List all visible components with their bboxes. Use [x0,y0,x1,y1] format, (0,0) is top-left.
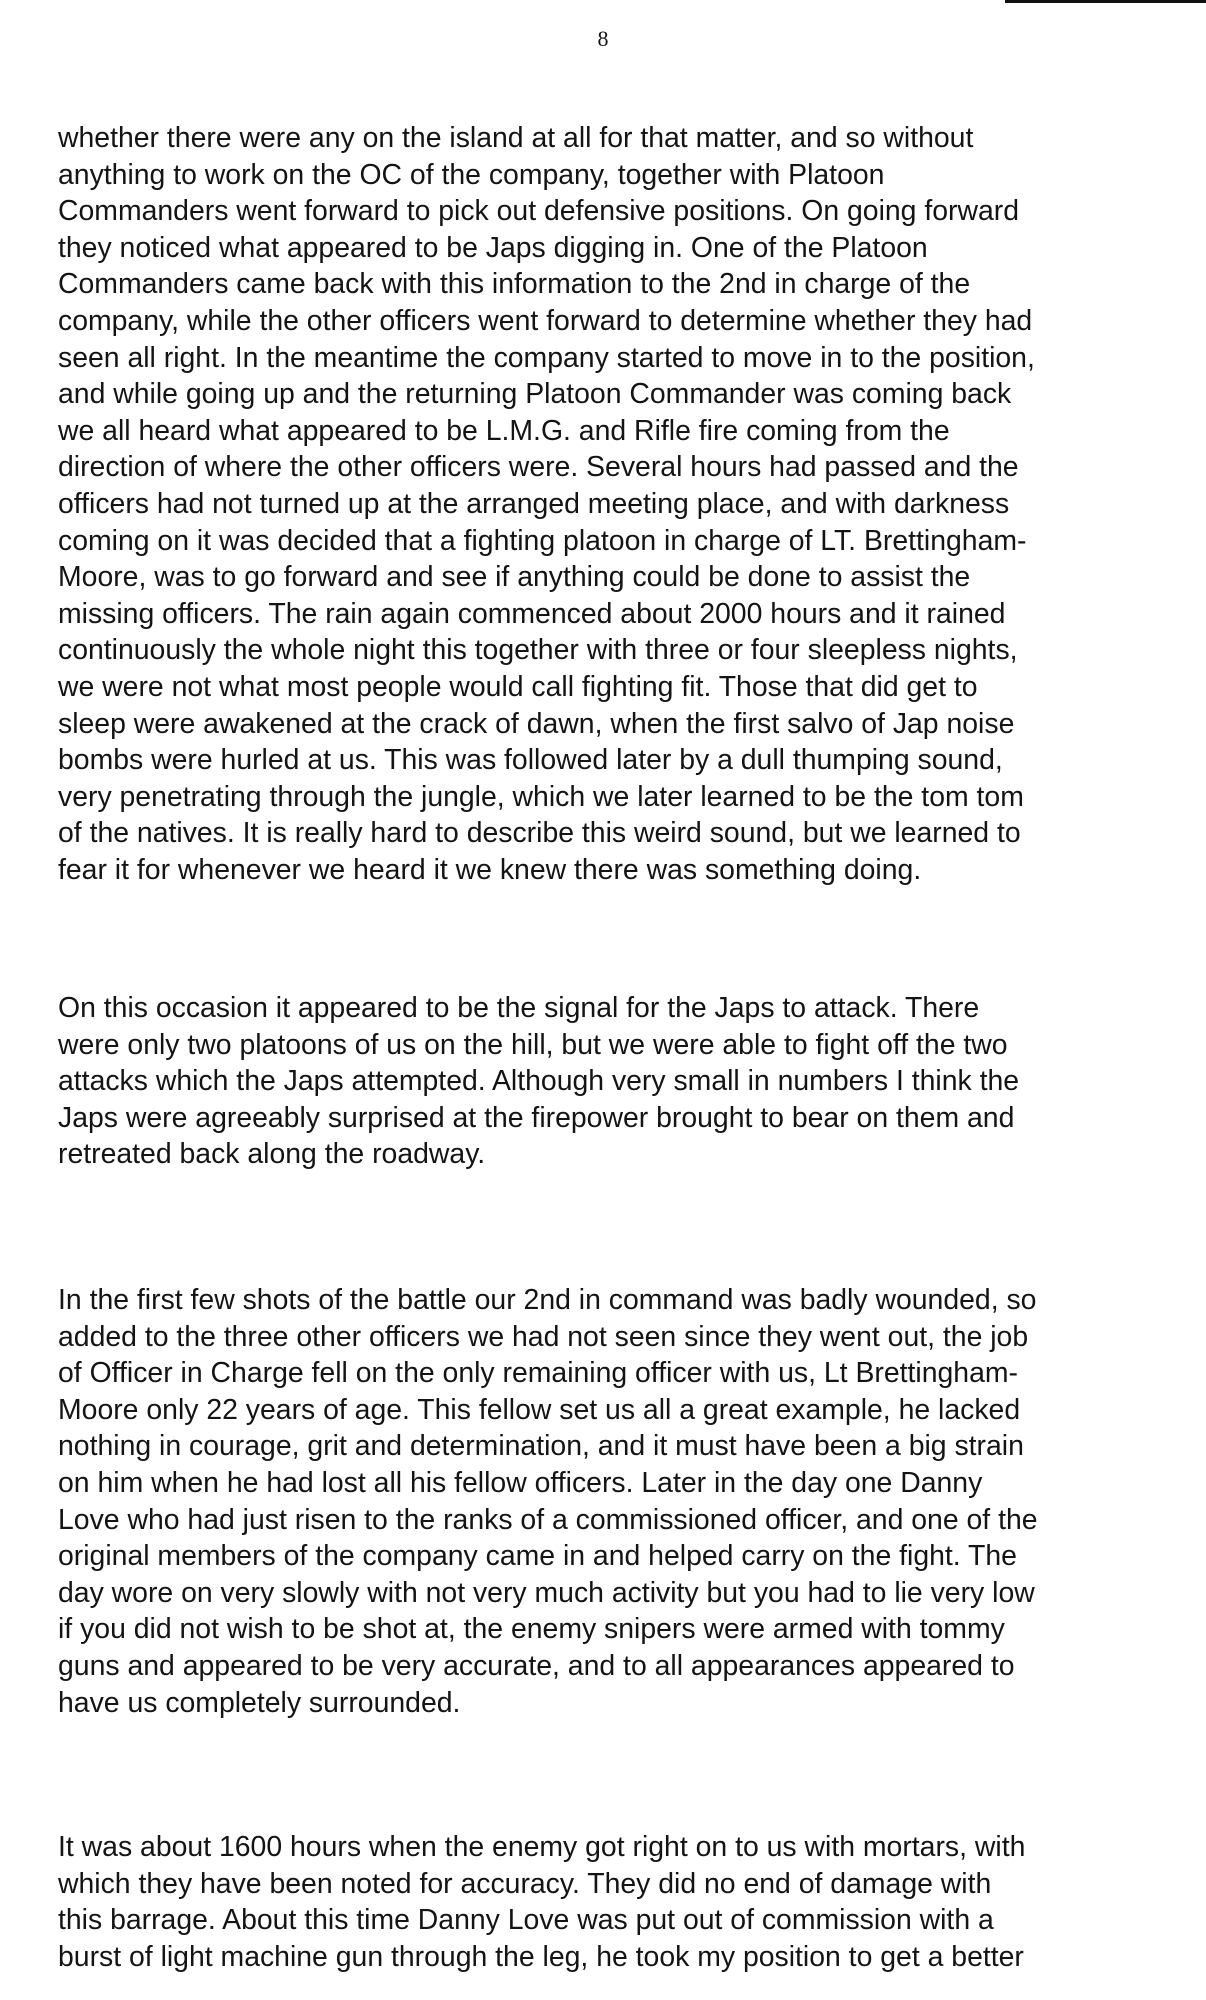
text-line: It was about 1600 hours when the enemy got right on to us with mortars, with [58,1831,1026,1863]
text-line: On this occasion it appeared to be the signal for the Japs to attack. There [58,992,980,1024]
text-line: company, while the other officers went forward to determine whether they had [58,304,1033,337]
text-line: nothing in courage, grit and determination, and it must have been a big strain [58,1430,1024,1463]
text-line: of the natives. It is really hard to describe this weird sound, but we learned to [58,817,1021,850]
text-line: Japs were agreeably surprised at the firepower brought to bear on them and [58,1101,1015,1134]
text-line: bombs were hurled at us. This was followed later by a dull thumping sound, [58,744,1003,777]
text-line: very penetrating through the jungle, which we later learned to be the tom tom [58,780,1024,813]
text-line: they noticed what appeared to be Japs digging in. One of the Platoon [58,231,928,264]
text-line: of Officer in Charge fell on the only remaining officer with us, Lt Brettingham- [58,1357,1018,1390]
text-line: attacks which the Japs attempted. Although very small in numbers I think the [58,1065,1020,1098]
paragraph-3 [58,1282,1173,1721]
text-line: this barrage. About this time Danny Love was put out of commission with a [58,1904,994,1937]
text-line: on him when he had lost all his fellow officers. Later in the day one Danny [58,1466,983,1499]
text-line: which they have been noted for accuracy. They did no end of damage with [58,1867,992,1900]
text-line: whether there were any on the island at all for that matter, and so without [58,122,974,154]
text-line: Love who had just risen to the ranks of a commissioned officer, and one of the [58,1503,1038,1536]
text-line: Moore, was to go forward and see if anything could be done to assist the [58,561,971,594]
text-line: In the first few shots of the battle our 2nd in command was badly wounded, so [58,1284,1037,1316]
text-line: seen all right. In the meantime the company started to move in to the position, [58,341,1035,374]
text-line: and while going up and the returning Platoon Commander was coming back [58,378,1012,411]
text-line: anything to work on the OC of the company, together with Platoon [58,158,885,191]
text-line: original members of the company came in and helped carry on the fight. The [58,1540,1017,1573]
text-line: retreated back along the roadway. [58,1138,486,1171]
paragraph-4 [58,1829,1173,1975]
text-line: direction of where the other officers were. Several hours had passed and the [58,451,1019,484]
text-line: Commanders went forward to pick out defensive positions. On going forward [58,195,1020,228]
text-line: burst of light machine gun through the leg, he took my position to get a better [58,1940,1024,1973]
text-line: have us completely surrounded. [58,1686,461,1719]
paragraph-1 [58,120,1173,888]
text-line: guns and appeared to be very accurate, and to all appearances appeared to [58,1649,1015,1682]
text-line: fear it for whenever we heard it we knew there was something doing. [58,853,922,886]
text-line: we all heard what appeared to be L.M.G. and Rifle fire coming from the [58,414,950,447]
text-line: coming on it was decided that a fighting platoon in charge of LT. Brettingham- [58,524,1027,557]
text-line: we were not what most people would call fighting fit. Those that did get to [58,670,978,703]
text-line: were only two platoons of us on the hill, but we were able to fight off the two [58,1028,1008,1061]
text-line: officers had not turned up at the arranged meeting place, and with darkness [58,487,1010,520]
text-line: Moore only 22 years of age. This fellow set us all a great example, he lacked [58,1393,1021,1426]
top-edge-rule [1005,0,1206,3]
text-line: missing officers. The rain again commenced about 2000 hours and it rained [58,597,1006,630]
text-line: added to the three other officers we had not seen since they went out, the job [58,1320,1029,1353]
page-number: 8 [597,26,609,51]
paragraph-2 [58,990,1173,1173]
text-line: Commanders came back with this information to the 2nd in charge of the [58,268,971,301]
text-line: sleep were awakened at the crack of dawn, when the first salvo of Jap noise [58,707,1015,740]
text-line: day wore on very slowly with not very much activity but you had to lie very low [58,1576,1035,1609]
text-line: continuously the whole night this together with three or four sleepless nights, [58,634,1018,667]
text-line: if you did not wish to be shot at, the enemy snipers were armed with tommy [58,1613,1005,1646]
